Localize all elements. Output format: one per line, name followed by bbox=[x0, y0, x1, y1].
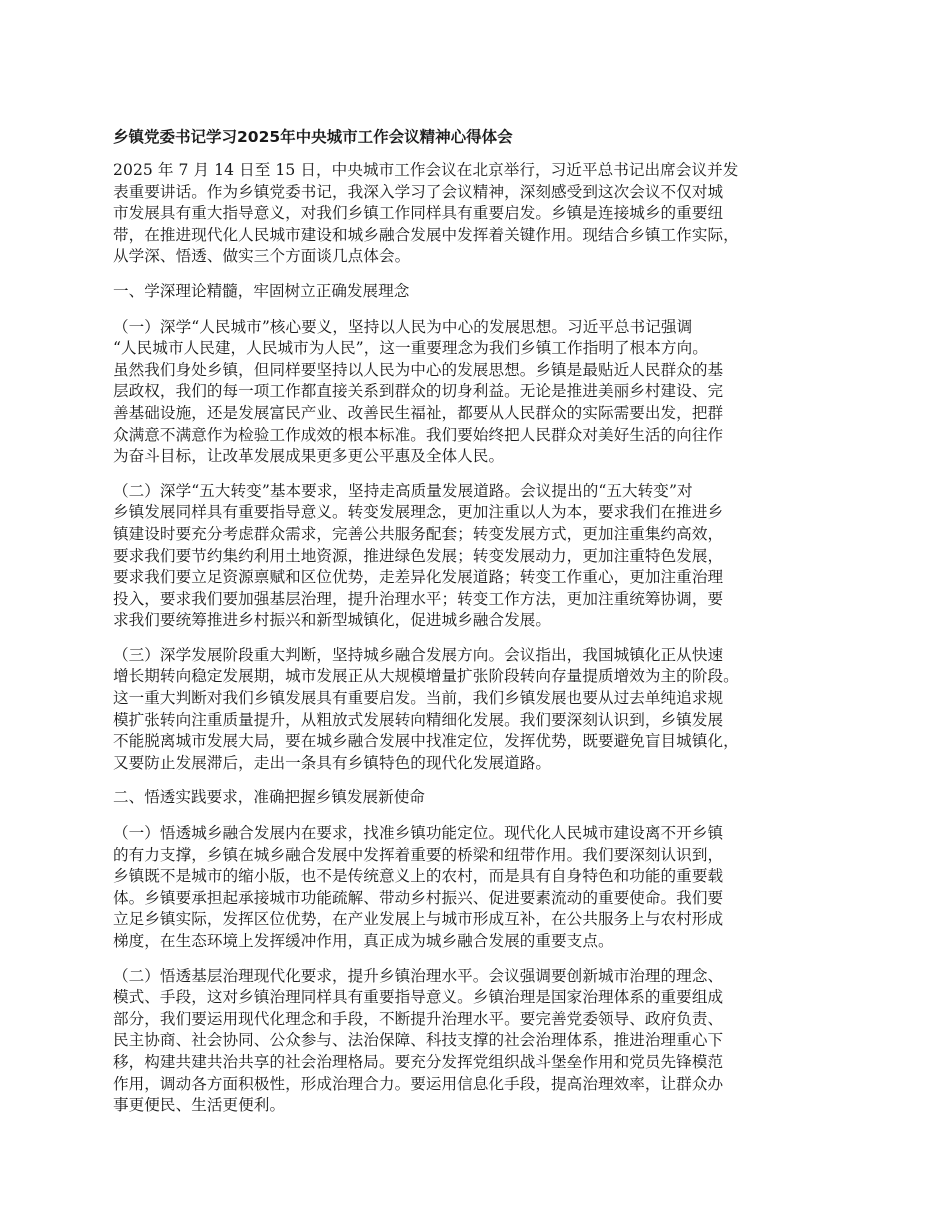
text-line: 从学深、悟透、做实三个方面谈几点体会。 bbox=[113, 247, 411, 266]
text-line: 作用，调动各方面积极性，形成治理合力。要运用信息化手段，提高治理效率，让群众办 bbox=[113, 1074, 724, 1093]
text-line: 乡镇发展同样具有重要指导意义。转变发展理念，更加注重以人为本，要求我们在推进乡 bbox=[113, 503, 724, 522]
body-paragraph bbox=[113, 823, 853, 953]
text-line: 要求我们要立足资源禀赋和区位优势，走差异化发展道路；转变工作重心，更加注重治理 bbox=[113, 568, 724, 587]
text-line: 体。乡镇要承担起承接城市功能疏解、带动乡村振兴、促进要素流动的重要使命。我们要 bbox=[113, 888, 724, 907]
text-line: 求我们要统筹推进乡村振兴和新型城镇化，促进城乡融合发展。 bbox=[113, 611, 552, 630]
text-line: 为奋斗目标，让改革发展成果更多更公平惠及全体人民。 bbox=[113, 447, 505, 466]
text-line: 投入，要求我们要加强基层治理，提升治理水平；转变工作方法，更加注重统筹协调，要 bbox=[113, 589, 724, 608]
text-line: 立足乡镇实际，发挥区位优势，在产业发展上与城市形成互补，在公共服务上与农村形成 bbox=[113, 910, 724, 929]
text-line: （一）悟透城乡融合发展内在要求，找准乡镇功能定位。现代化人民城市建设离不开乡镇 bbox=[113, 824, 724, 843]
text-line: 要求我们要节约集约利用土地资源，推进绿色发展；转变发展动力，更加注重特色发展， bbox=[113, 546, 724, 565]
body-paragraph bbox=[113, 645, 853, 775]
text-line: 善基础设施，还是发展富民产业、改善民生福祉，都要从人民群众的实际需要出发，把群 bbox=[113, 403, 724, 422]
section-heading bbox=[113, 281, 853, 303]
text-line: 部分，我们要运用现代化理念和手段，不断提升治理水平。要完善党委领导、政府负责、 bbox=[113, 1009, 724, 1028]
text-line: 这一重大判断对我们乡镇发展具有重要启发。当前，我们乡镇发展也要从过去单纯追求规 bbox=[113, 689, 724, 708]
text-line: 表重要讲话。作为乡镇党委书记，我深入学习了会议精神，深刻感受到这次会议不仅对城 bbox=[113, 182, 724, 201]
text-line: 一、学深理论精髓，牢固树立正确发展理念 bbox=[113, 281, 410, 300]
text-line: （二）深学“五大转变”基本要求，坚持走高质量发展道路。会议提出的“五大转变”对 bbox=[113, 481, 693, 500]
text-line: 虽然我们身处乡镇，但同样要坚持以人民为中心的发展思想。乡镇是最贴近人民群众的基 bbox=[113, 360, 724, 379]
text-line: 增长期转向稳定发展期，城市发展正从大规模增量扩张阶段转向存量提质增效为主的阶段。 bbox=[113, 667, 739, 686]
document-title: 乡镇党委书记学习2025年中央城市工作会议精神心得体会 bbox=[113, 128, 513, 146]
text-line: 不能脱离城市发展大局，要在城乡融合发展中找准定位，发挥优势，既要避免盲目城镇化， bbox=[113, 732, 739, 751]
document-body bbox=[113, 160, 853, 1117]
body-paragraph bbox=[113, 160, 853, 268]
text-line: 镇建设时要充分考虑群众需求，完善公共服务配套；转变发展方式，更加注重集约高效， bbox=[113, 524, 724, 543]
section-heading bbox=[113, 787, 853, 809]
text-line: （三）深学发展阶段重大判断，坚持城乡融合发展方向。会议指出，我国城镇化正从快速 bbox=[113, 645, 724, 664]
text-line: 层政权，我们的每一项工作都直接关系到群众的切身利益。无论是推进美丽乡村建设、完 bbox=[113, 382, 724, 401]
text-line: 二、悟透实践要求，准确把握乡镇发展新使命 bbox=[113, 788, 425, 807]
text-line: 又要防止发展滞后，走出一条具有乡镇特色的现代化发展道路。 bbox=[113, 753, 552, 772]
text-line: 乡镇既不是城市的缩小版，也不是传统意义上的农村，而是具有自身特色和功能的重要载 bbox=[113, 867, 724, 886]
text-line: 市发展具有重大指导意义，对我们乡镇工作同样具有重要启发。乡镇是连接城乡的重要纽 bbox=[113, 204, 724, 223]
text-line: 民主协商、社会协同、公众参与、法治保障、科技支撑的社会治理体系，推进治理重心下 bbox=[113, 1031, 724, 1050]
body-paragraph bbox=[113, 966, 853, 1117]
document-page bbox=[113, 126, 853, 1130]
text-line: 移，构建共建共治共享的社会治理格局。要充分发挥党组织战斗堡垒作用和党员先锋模范 bbox=[113, 1052, 724, 1071]
text-line: 事更便民、生活更便利。 bbox=[113, 1096, 286, 1115]
text-line: （二）悟透基层治理现代化要求，提升乡镇治理水平。会议强调要创新城市治理的理念、 bbox=[113, 966, 724, 985]
text-line: “人民城市人民建，人民城市为人民”，这一重要理念为我们乡镇工作指明了根本方向。 bbox=[113, 339, 708, 358]
text-line: 梯度，在生态环境上发挥缓冲作用，真正成为城乡融合发展的重要支点。 bbox=[113, 932, 614, 950]
text-line: 众满意不满意作为检验工作成效的根本标准。我们要始终把人民群众对美好生活的向往作 bbox=[113, 425, 724, 444]
text-line: 带，在推进现代化人民城市建设和城乡融合发展中发挥着关键作用。现结合乡镇工作实际， bbox=[113, 225, 739, 244]
text-line: 模式、手段，这对乡镇治理同样具有重要指导意义。乡镇治理是国家治理体系的重要组成 bbox=[113, 988, 724, 1007]
text-line: 的有力支撑，乡镇在城乡融合发展中发挥着重要的桥梁和纽带作用。我们要深刻认识到， bbox=[113, 845, 724, 864]
text-line: 模扩张转向注重质量提升，从粗放式发展转向精细化发展。我们要深刻认识到，乡镇发展 bbox=[113, 710, 724, 729]
body-paragraph bbox=[113, 481, 853, 632]
text-line: （一）深学“人民城市”核心要义，坚持以人民为中心的发展思想。习近平总书记强调 bbox=[113, 317, 693, 336]
text-line: 2025 年 7 月 14 日至 15 日，中央城市工作会议在北京举行，习近平总书记出席会议并发 bbox=[113, 161, 739, 179]
body-paragraph bbox=[113, 317, 853, 468]
